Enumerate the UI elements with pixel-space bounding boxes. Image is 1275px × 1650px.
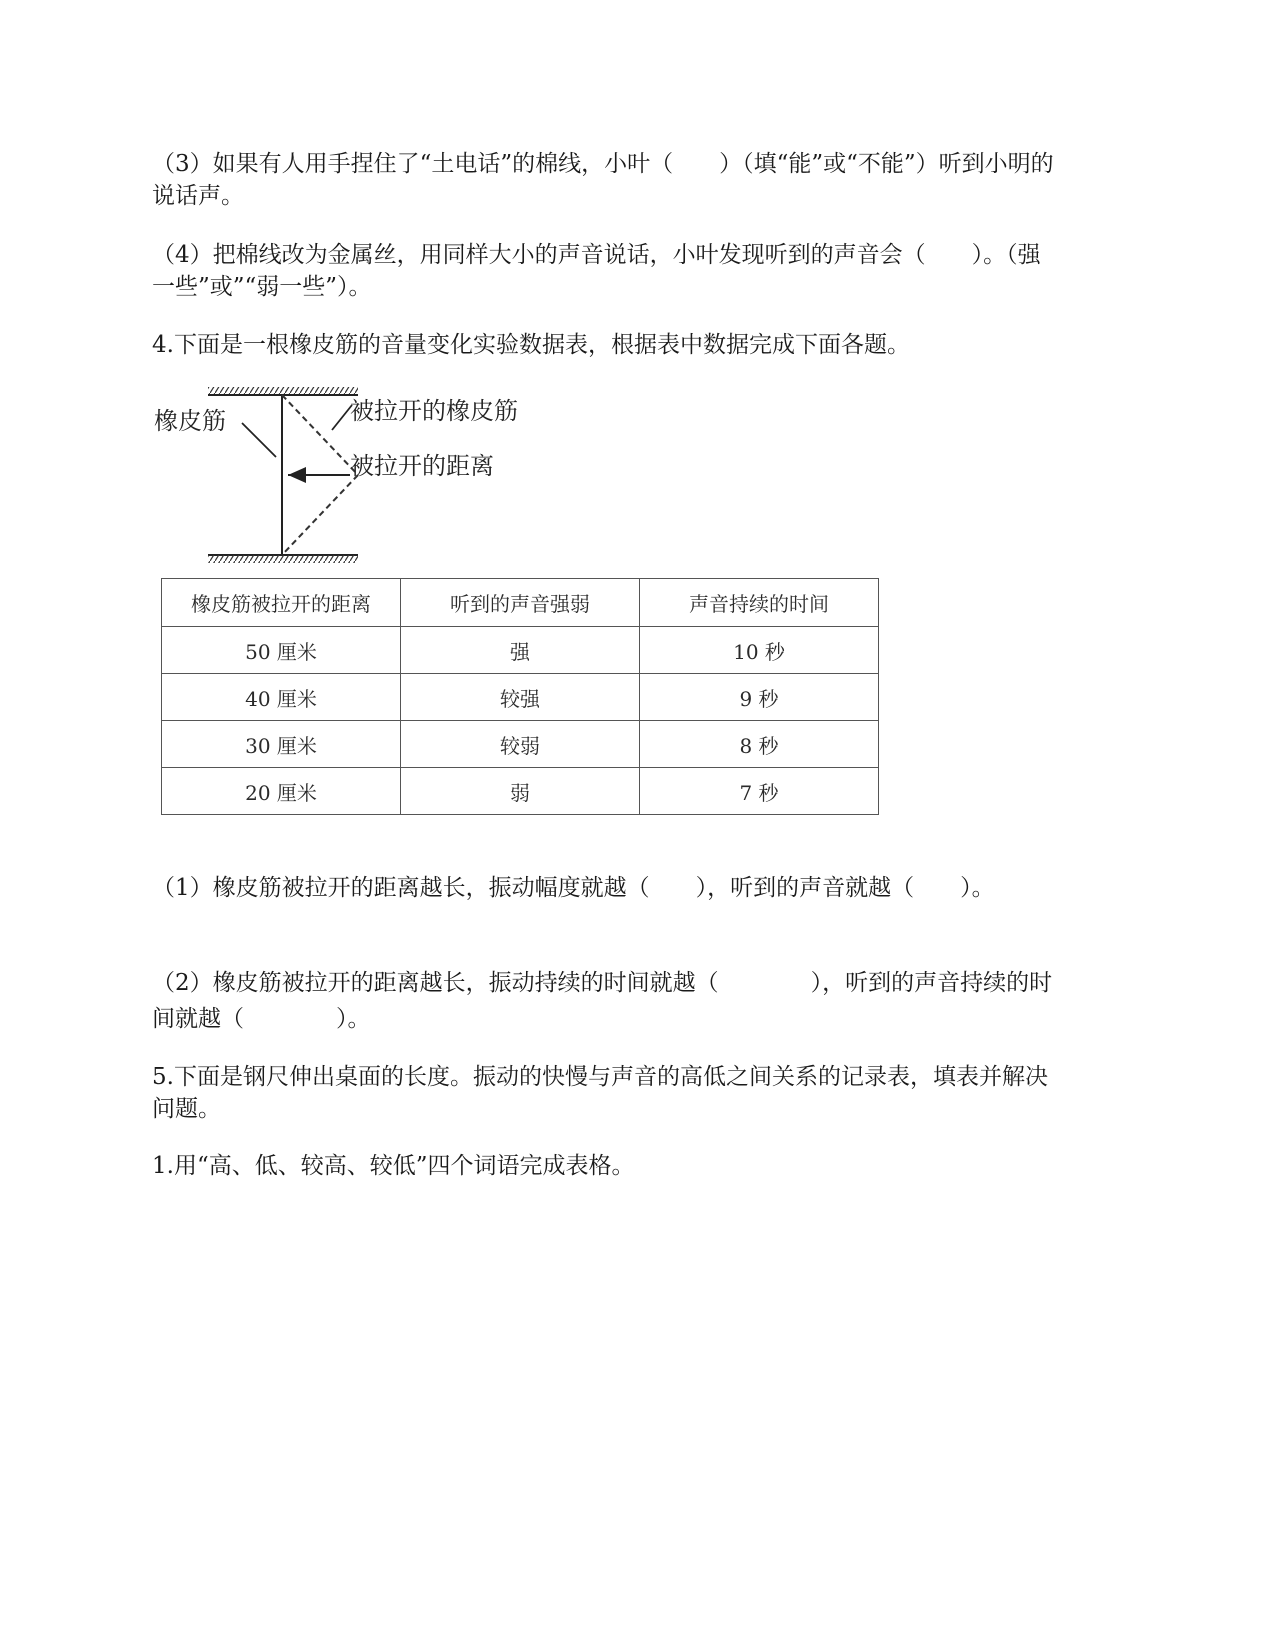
table-row [162,768,879,815]
header-distance: 橡皮筋被拉开的距离 [162,579,401,627]
cell-duration: 9 秒 [640,674,879,721]
rubber-band-diagram [150,385,570,565]
table-row [162,627,879,674]
leader-stretched [332,405,352,430]
q5-sub1: 1.用“高、低、较高、较低”四个词语完成表格。 [152,1153,635,1179]
cell-distance: 50 厘米 [162,627,401,674]
stretched-band-lower [282,475,358,555]
q5-stem-line2: 问题。 [152,1096,221,1122]
q3-sub3-line2: 说话声。 [152,183,244,209]
table-row [162,721,879,768]
top-support-hatch [208,387,358,395]
q3-sub4-line2: 一些”或”“弱一些”）。 [152,274,372,300]
cell-distance: 30 厘米 [162,721,401,768]
leader-band [242,423,276,457]
q4-sub2-line2: 间就越（ ）。 [152,1006,371,1032]
data-table [161,578,879,815]
table-row [162,674,879,721]
q3-sub4-line1: （4）把棉线改为金属丝，用同样大小的声音说话，小叶发现听到的声音会（ ）。（强 [152,242,1041,268]
header-loudness: 听到的声音强弱 [401,579,640,627]
cell-duration: 8 秒 [640,721,879,768]
header-duration: 声音持续的时间 [640,579,879,627]
stretched-band-upper [282,395,358,475]
cell-loudness: 强 [401,627,640,674]
q3-sub3-line1: （3）如果有人用手捏住了“土电话”的棉线，小叶（ ）（填“能”或“不能”）听到小明的 [152,151,1054,177]
q4-stem: 4.下面是一根橡皮筋的音量变化实验数据表，根据表中数据完成下面各题。 [152,332,910,358]
label-distance: 被拉开的距离 [350,452,494,480]
label-stretched: 被拉开的橡皮筋 [350,397,518,425]
cell-duration: 7 秒 [640,768,879,815]
rubber-band-figure [150,385,570,569]
q4-sub1: （1）橡皮筋被拉开的距离越长，振动幅度就越（ ），听到的声音就越（ ）。 [152,875,995,901]
cell-loudness: 较强 [401,674,640,721]
cell-loudness: 弱 [401,768,640,815]
q4-sub2-line1: （2）橡皮筋被拉开的距离越长，振动持续的时间就越（ ），听到的声音持续的时 [152,970,1053,996]
bottom-support-hatch [208,555,358,563]
table-header-row [162,579,879,627]
cell-loudness: 较弱 [401,721,640,768]
label-band: 橡皮筋 [154,407,226,435]
cell-distance: 40 厘米 [162,674,401,721]
q5-stem-line1: 5.下面是钢尺伸出桌面的长度。振动的快慢与声音的高低之间关系的记录表，填表并解决 [152,1064,1048,1090]
cell-distance: 20 厘米 [162,768,401,815]
cell-duration: 10 秒 [640,627,879,674]
